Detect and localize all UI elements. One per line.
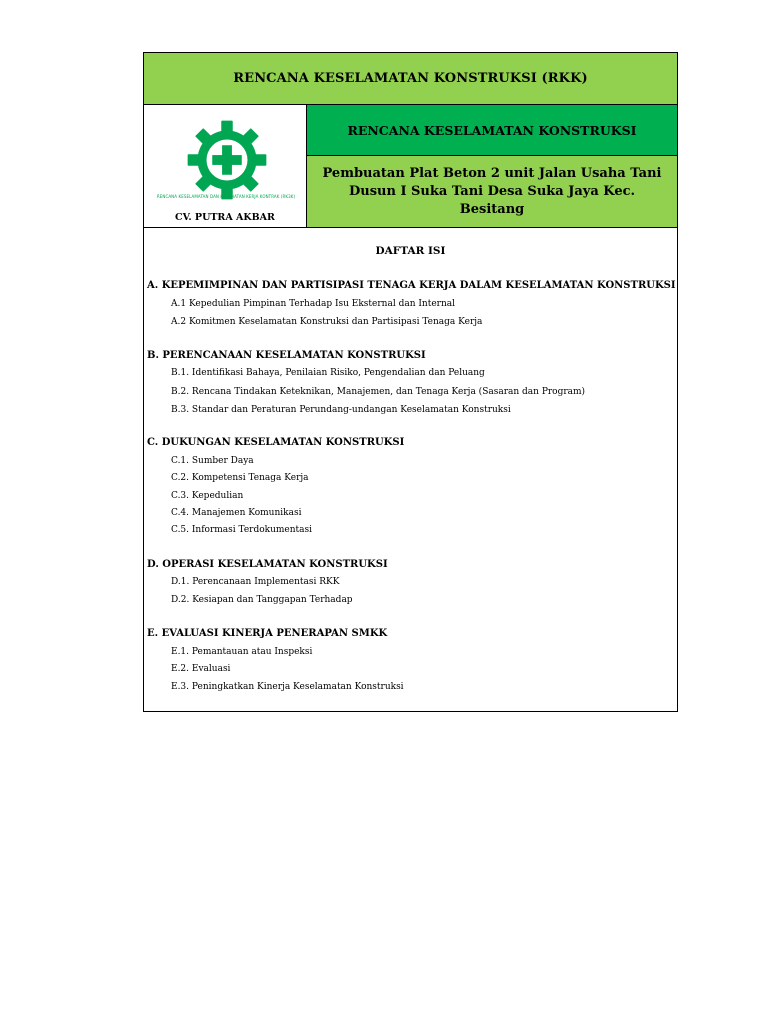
toc-section-a: A. KEPEMIMPINAN DAN PARTISIPASI TENAGA KERJA DALAM KESELAMATAN KONSTRUKSI [147,280,676,291]
toc-item: C.2. Kompetensi Tenaga Kerja [171,473,309,483]
toc-item: B.3. Standar dan Peraturan Perundang-undangan Keselamatan Konstruksi [171,405,511,415]
toc-item: D.2. Kesiapan dan Tanggapan Terhadap [171,595,353,605]
toc-section-e: E. EVALUASI KINERJA PENERAPAN SMKK [147,628,388,639]
logo-cell [144,105,307,227]
document-title: RENCANA KESELAMATAN KONSTRUKSI (RKK) [144,53,677,105]
toc-section-d: D. OPERASI KESELAMATAN KONSTRUKSI [147,559,388,570]
project-name: Pembuatan Plat Beton 2 unit Jalan Usaha Tani Dusun I Suka Tani Desa Suka Jaya Kec. Besitang [307,156,677,227]
toc-title: DAFTAR ISI [375,245,446,257]
document-frame [143,52,678,712]
toc-item: C.1. Sumber Daya [171,456,254,466]
toc-section-c: C. DUKUNGAN KESELAMATAN KONSTRUKSI [147,437,405,448]
toc-item: D.1. Perencanaan Implementasi RKK [171,577,340,587]
toc-item: E.1. Pemantauan atau Inspeksi [171,647,313,657]
toc-section-b: B. PERENCANAAN KESELAMATAN KONSTRUKSI [147,350,426,361]
safety-gear-logo-icon [186,119,268,201]
subtitle-cell: RENCANA KESELAMATAN KONSTRUKSI [307,105,677,156]
company-name: CV. PUTRA AKBAR [175,212,275,223]
toc-item: E.2. Evaluasi [171,664,231,674]
logo-caption: RENCANA KESELAMATAN DAN KESEHATAN KERJA KONTRAK (RK3K) [156,194,296,199]
header-row [144,105,677,228]
toc-item: C.4. Manajemen Komunikasi [171,508,302,518]
toc-item: E.3. Peningkatkan Kinerja Keselamatan Konstruksi [171,682,404,692]
toc-item: B.1. Identifikasi Bahaya, Penilaian Risiko, Pengendalian dan Peluang [171,368,485,378]
toc-item: C.5. Informasi Terdokumentasi [171,525,313,535]
toc-item: A.2 Komitmen Keselamatan Konstruksi dan Partisipasi Tenaga Kerja [171,317,483,327]
toc-item: C.3. Kepedulian [171,491,244,501]
toc-item: A.1 Kepedulian Pimpinan Terhadap Isu Eksternal dan Internal [171,299,455,309]
toc-item: B.2. Rencana Tindakan Keteknikan, Manajemen, dan Tenaga Kerja (Sasaran dan Program) [171,387,586,397]
